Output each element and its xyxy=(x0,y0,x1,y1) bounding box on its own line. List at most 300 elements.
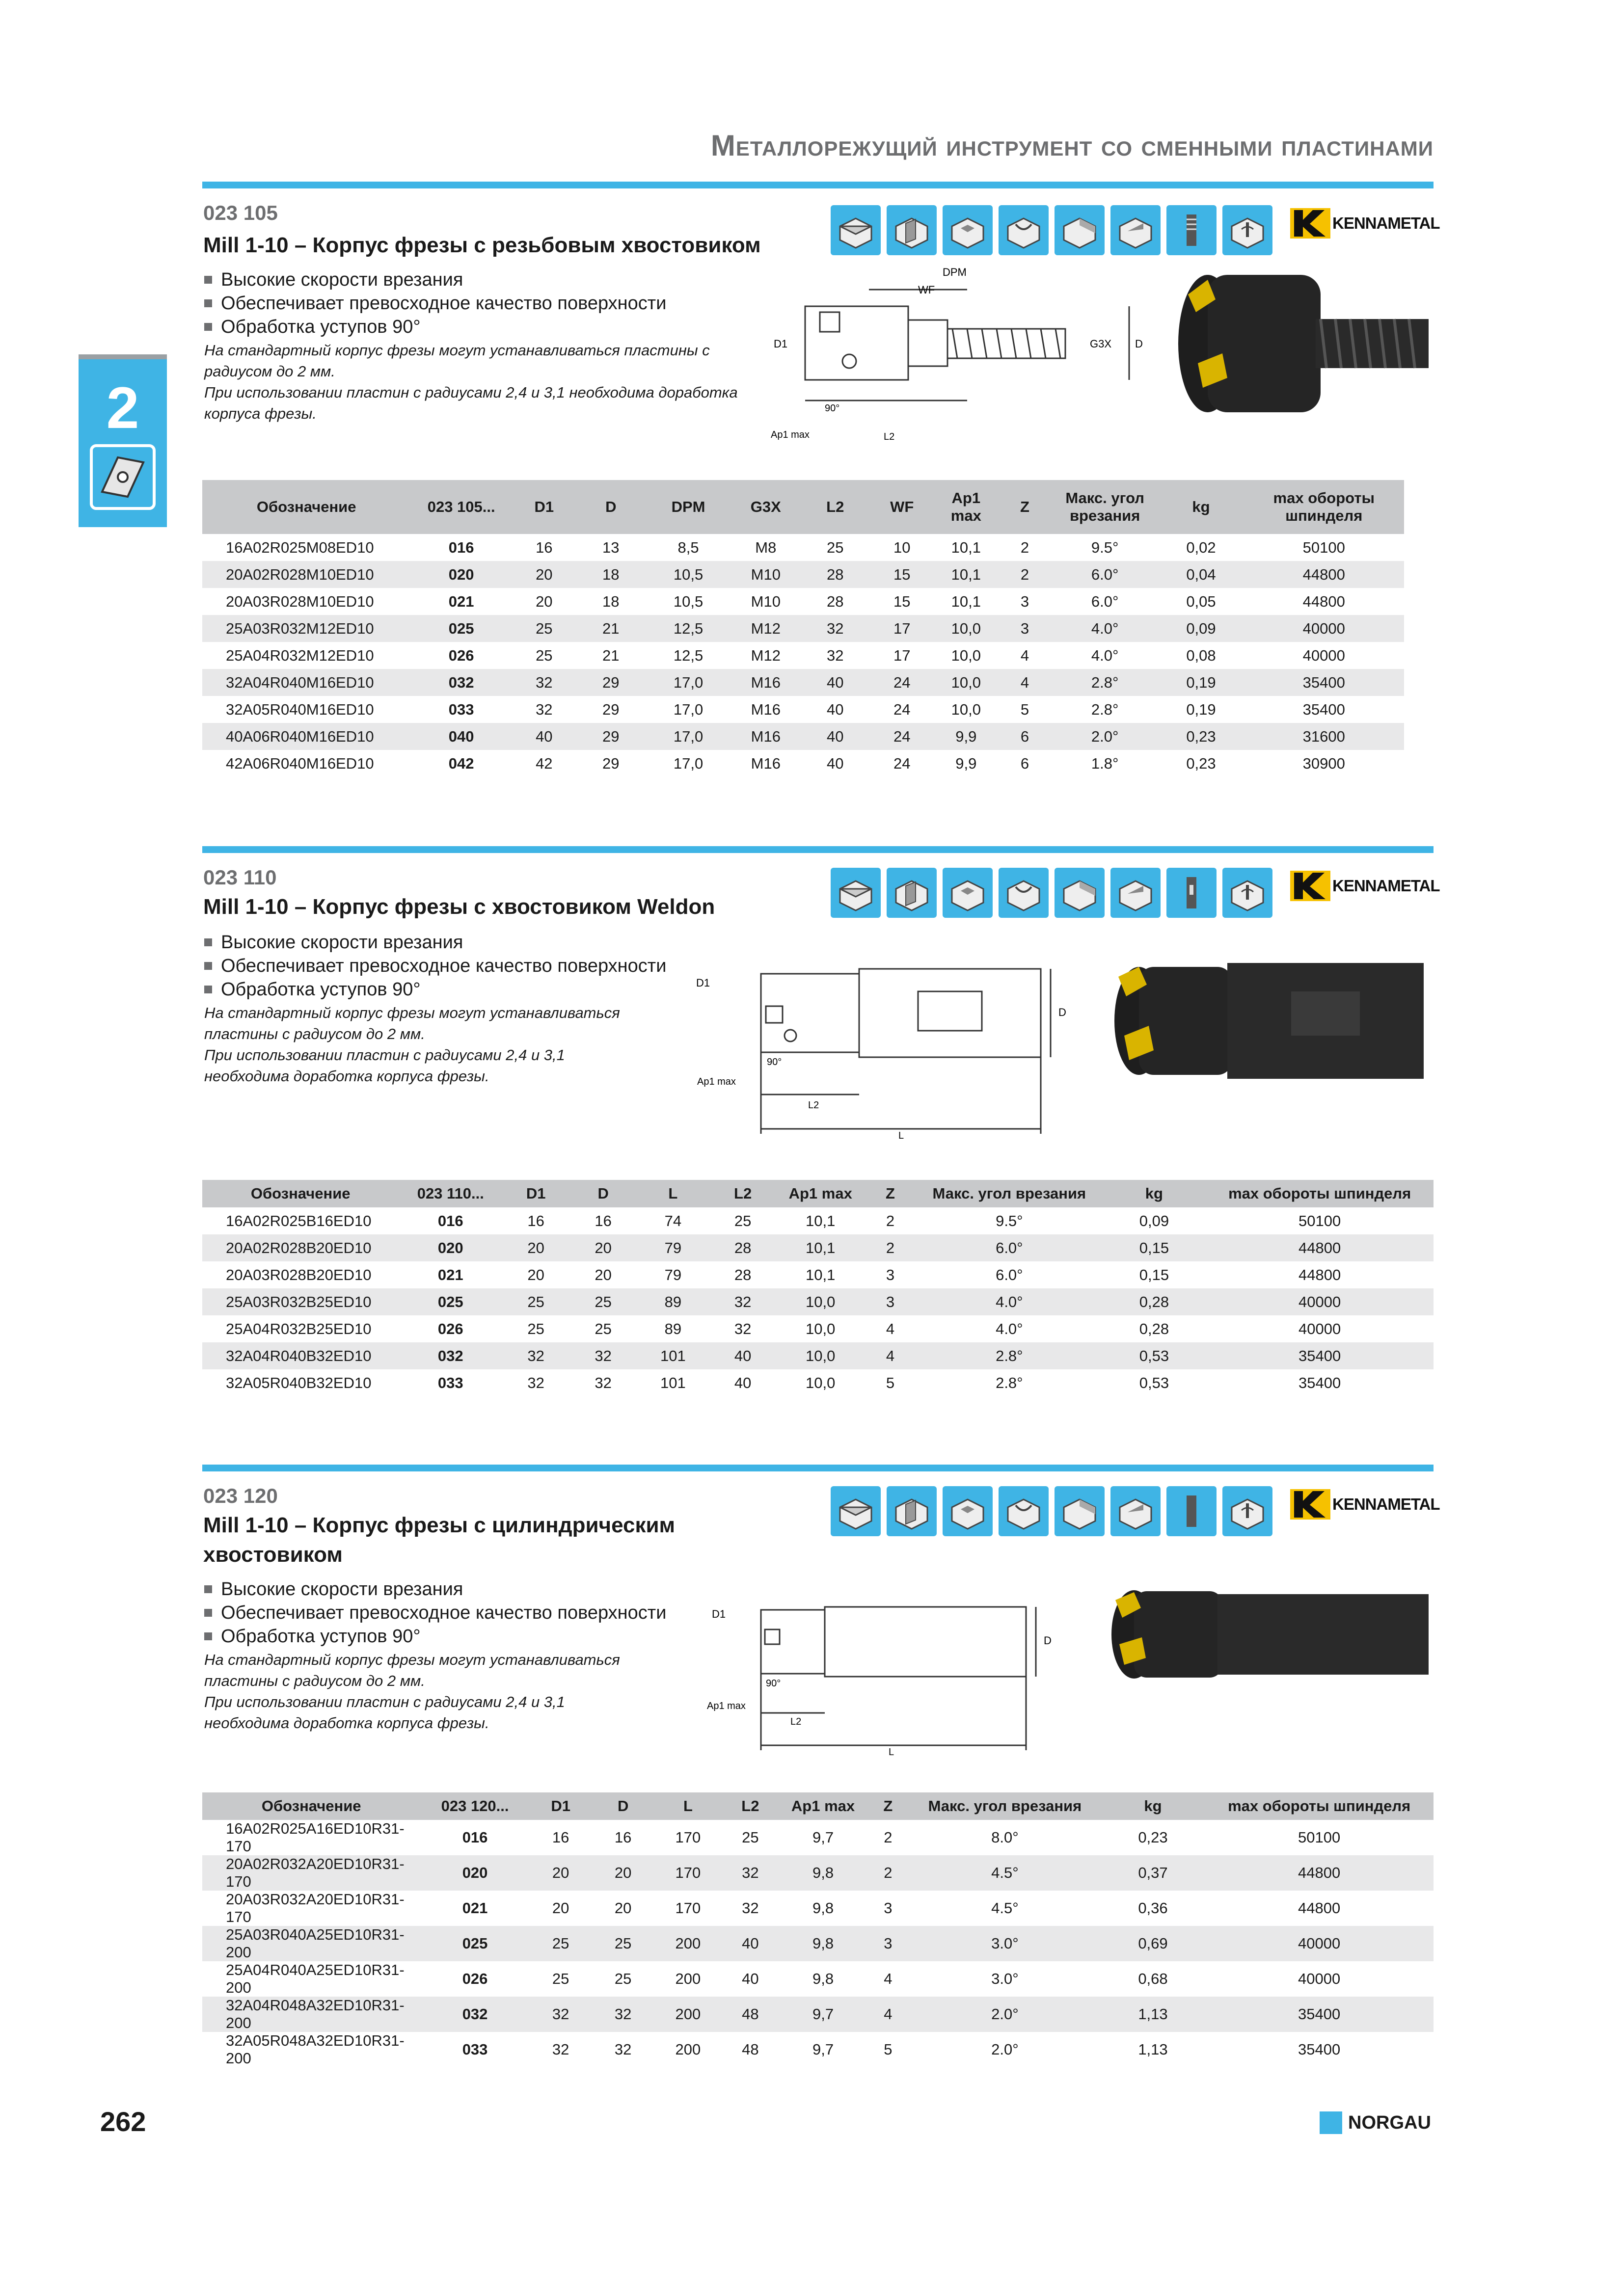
table-cell: 21 xyxy=(576,615,646,642)
table-cell: 16 xyxy=(536,538,553,556)
table-cell: 25 xyxy=(827,538,844,556)
table-cell: 42 xyxy=(536,754,553,772)
label-angle: 90° xyxy=(825,403,840,414)
table-cell: M8 xyxy=(755,538,777,556)
table-cell: 35400 xyxy=(1298,1374,1341,1391)
chapter-tab xyxy=(79,354,167,527)
order-code-cell: 021 xyxy=(448,592,474,610)
feature-item: Обеспечивает превосходное качество поверхности xyxy=(204,292,666,315)
order-code-cell: 021 xyxy=(437,1266,463,1283)
slotting-icon xyxy=(887,1486,937,1536)
table-cell: 0,19 xyxy=(1158,669,1244,696)
table-row xyxy=(202,1315,1434,1342)
designation-cell: 25A03R032M12ED10 xyxy=(202,615,410,642)
table-cell: 9,7 xyxy=(812,1829,834,1846)
table-cell: 3 xyxy=(998,615,1052,642)
table-cell: 4.0° xyxy=(1091,646,1119,664)
label-l2: L2 xyxy=(790,1716,802,1727)
table-row xyxy=(202,561,1404,588)
shoulder-milling-icon xyxy=(1055,1486,1105,1536)
table-cell: M16 xyxy=(751,754,781,772)
table-cell: 0,02 xyxy=(1186,538,1216,556)
table-cell: 29 xyxy=(602,700,620,718)
table-cell: 10,5 xyxy=(673,592,703,610)
col-header: Ap1 max xyxy=(934,480,999,534)
table-cell: 4.0° xyxy=(996,1320,1023,1337)
designation-cell: 16A02R025B16ED10 xyxy=(226,1212,372,1229)
feature-item: Обработка уступов 90° xyxy=(204,315,666,339)
slotting-icon xyxy=(887,205,937,255)
designation-cell: 25A03R040A25ED10R31-200 xyxy=(202,1926,420,1961)
table-cell: 6.0° xyxy=(996,1266,1023,1283)
table-cell: 32 xyxy=(552,2041,569,2058)
order-code-cell: 025 xyxy=(399,1288,502,1315)
table-cell: 2 xyxy=(1020,538,1029,556)
table-cell: 6.0° xyxy=(916,1234,1102,1261)
col-header: L xyxy=(637,1180,709,1207)
feature-item: Высокие скорости врезания xyxy=(204,931,666,954)
table-cell: 2.8° xyxy=(1052,669,1159,696)
table-cell: 2 xyxy=(886,1212,895,1229)
label-ap1max: Ap1 max xyxy=(707,1701,746,1711)
table-cell: 6.0° xyxy=(1091,592,1119,610)
table-cell: 29 xyxy=(576,723,646,750)
label-d: D xyxy=(1058,1006,1066,1018)
table-cell: 4.0° xyxy=(916,1288,1102,1315)
table-cell: 48 xyxy=(742,2041,759,2058)
designation-cell: 32A04R040M16ED10 xyxy=(202,669,410,696)
norgau-square-icon xyxy=(1320,2111,1342,2134)
table-row xyxy=(202,1820,1434,1855)
table-cell: 25 xyxy=(512,615,576,642)
table-cell: 10,1 xyxy=(951,538,981,556)
col-header: Макс. угол врезания xyxy=(909,1792,1101,1820)
table-cell: 10,0 xyxy=(934,615,999,642)
table-cell: 1,13 xyxy=(1138,2041,1168,2058)
table-cell: 0,69 xyxy=(1101,1926,1205,1961)
table-cell: 10,1 xyxy=(934,561,999,588)
table-cell: 0,23 xyxy=(1158,723,1244,750)
col-header: Обозначение xyxy=(202,1792,420,1820)
table-cell: 0,53 xyxy=(1103,1342,1206,1369)
table-cell: 13 xyxy=(602,538,620,556)
designation-cell: 25A04R040A25ED10R31-200 xyxy=(226,1961,405,1996)
table-cell: M10 xyxy=(751,592,781,610)
table-cell: 9,8 xyxy=(779,1855,867,1891)
table-cell: 17,0 xyxy=(646,723,731,750)
face-milling-icon xyxy=(831,868,881,918)
col-header: D1 xyxy=(530,1792,592,1820)
table-cell: 17 xyxy=(870,615,934,642)
pocket-milling-icon xyxy=(943,1486,993,1536)
shank-icon xyxy=(1166,1486,1217,1536)
table-cell: 40000 xyxy=(1302,646,1345,664)
table-cell: 40000 xyxy=(1298,1970,1341,1987)
table-cell: 101 xyxy=(637,1342,709,1369)
table-cell: 28 xyxy=(709,1234,777,1261)
face-milling-icon xyxy=(831,1486,881,1536)
table-cell: 35400 xyxy=(1206,1342,1434,1369)
table-cell: 5 xyxy=(1020,700,1029,718)
table-cell: 3 xyxy=(886,1266,895,1283)
table-cell: 200 xyxy=(675,1970,701,1987)
table-cell: 17 xyxy=(893,646,911,664)
ramping-icon xyxy=(1110,868,1161,918)
table-cell: 40 xyxy=(722,1926,779,1961)
col-header: G3X xyxy=(731,480,800,534)
table-cell: 40000 xyxy=(1205,1926,1434,1961)
designation-cell: 20A02R028M10ED10 xyxy=(202,561,410,588)
col-header: kg xyxy=(1101,1792,1205,1820)
table-cell: 4.0° xyxy=(1052,615,1159,642)
product-photo xyxy=(1168,265,1434,422)
table-row xyxy=(202,723,1404,750)
table-row xyxy=(202,642,1404,669)
table-cell: 0,05 xyxy=(1186,592,1216,610)
table-cell: 20 xyxy=(530,1855,592,1891)
table-cell: 10,1 xyxy=(806,1266,836,1283)
table-cell: 5 xyxy=(884,2041,893,2058)
order-code-cell: 026 xyxy=(448,646,474,664)
table-cell: 25 xyxy=(569,1288,637,1315)
table-cell: 35400 xyxy=(1244,669,1404,696)
table-cell: 0,23 xyxy=(1186,754,1216,772)
col-header: Z xyxy=(867,1792,909,1820)
table-cell: 25 xyxy=(502,1288,569,1315)
table-cell: 28 xyxy=(734,1266,752,1283)
order-code-cell: 032 xyxy=(399,1342,502,1369)
table-row xyxy=(202,1369,1434,1396)
table-cell: 25 xyxy=(527,1320,544,1337)
table-cell: 8,5 xyxy=(677,538,699,556)
table-cell: 3 xyxy=(865,1288,916,1315)
col-header: Обозначение xyxy=(202,1180,399,1207)
helical-interpolation-icon xyxy=(1222,868,1272,918)
table-row xyxy=(202,1342,1434,1369)
table-cell: 32 xyxy=(569,1342,637,1369)
table-cell: 10,0 xyxy=(777,1288,865,1315)
section-code: 023 120 xyxy=(203,1484,278,1507)
table-row xyxy=(202,615,1404,642)
table-cell: 200 xyxy=(654,1997,722,2032)
table-cell: M10 xyxy=(731,561,800,588)
usage-note: На стандартный корпус фрезы могут устанавливаться пластины с радиусом до 2 мм. При использовании пластин с радиусами 2,4 и 3,1 необходима доработка корпуса фрезы. xyxy=(204,1651,620,1732)
table-row xyxy=(202,2032,1434,2067)
table-cell: 35400 xyxy=(1205,1997,1434,2032)
table-cell: 20 xyxy=(614,1899,632,1917)
table-cell: 25 xyxy=(536,646,553,664)
table-cell: 24 xyxy=(870,723,934,750)
face-milling-icon xyxy=(831,205,881,255)
order-code-cell: 025 xyxy=(410,615,512,642)
table-cell: 18 xyxy=(602,592,620,610)
designation-cell: 20A02R028B20ED10 xyxy=(202,1234,399,1261)
col-header: max обороты шпинделя xyxy=(1244,480,1404,534)
table-cell: 5 xyxy=(886,1374,895,1391)
table-cell: 35400 xyxy=(1302,700,1345,718)
table-row xyxy=(202,1288,1434,1315)
table-cell: 40000 xyxy=(1206,1288,1434,1315)
col-header: L2 xyxy=(801,480,870,534)
table-cell: 4 xyxy=(1020,646,1029,664)
order-code-cell: 016 xyxy=(448,538,474,556)
table-cell: 8.0° xyxy=(991,1829,1019,1846)
table-cell: 32 xyxy=(527,1374,544,1391)
order-code-cell: 033 xyxy=(437,1374,463,1391)
table-cell: 32 xyxy=(742,1899,759,1917)
table-cell: 170 xyxy=(654,1855,722,1891)
table-cell: 31600 xyxy=(1244,723,1404,750)
table-cell: 44800 xyxy=(1302,592,1345,610)
ramping-icon xyxy=(1110,205,1161,255)
col-header: D1 xyxy=(512,480,576,534)
shank-icon xyxy=(1166,868,1217,918)
table-cell: 24 xyxy=(870,669,934,696)
label-l: L xyxy=(898,1130,904,1141)
table-row xyxy=(202,534,1404,561)
table-cell: 44800 xyxy=(1244,561,1404,588)
table-cell: 200 xyxy=(675,2041,701,2058)
slotting-icon xyxy=(887,868,937,918)
product-photo xyxy=(1105,957,1429,1085)
helical-interpolation-icon xyxy=(1222,205,1272,255)
table-cell: 2.0° xyxy=(991,2041,1019,2058)
table-cell: 2.8° xyxy=(916,1342,1102,1369)
table-cell: 79 xyxy=(664,1266,682,1283)
profile-milling-icon xyxy=(999,205,1049,255)
table-cell: 40000 xyxy=(1244,615,1404,642)
table-cell: 0,23 xyxy=(1138,1829,1168,1846)
table-cell: 16 xyxy=(552,1829,569,1846)
table-cell: 32 xyxy=(827,646,844,664)
designation-cell: 32A05R040M16ED10 xyxy=(226,700,374,718)
table-cell: 9,9 xyxy=(955,754,977,772)
col-header: Z xyxy=(865,1180,916,1207)
table-cell: 10,1 xyxy=(951,592,981,610)
table-cell: 16 xyxy=(595,1212,612,1229)
table-cell: 28 xyxy=(801,561,870,588)
table-cell: 17,0 xyxy=(646,669,731,696)
table-cell: 10,0 xyxy=(806,1374,836,1391)
spec-table-023110 xyxy=(202,1180,1434,1396)
label-d1: D1 xyxy=(712,1608,726,1620)
table-cell: 28 xyxy=(827,592,844,610)
page-number: 262 xyxy=(100,2106,146,2137)
spec-table-023105 xyxy=(202,480,1404,777)
order-code-cell: 032 xyxy=(420,1997,529,2032)
designation-cell: 42A06R040M16ED10 xyxy=(226,754,374,772)
pocket-milling-icon xyxy=(943,205,993,255)
usage-note: На стандартный корпус фрезы могут устанавливаться пластины с радиусом до 2 мм. При использовании пластин с радиусами 2,4 и 3,1 необходима доработка корпуса фрезы. xyxy=(204,342,738,422)
table-cell: 2 xyxy=(884,1829,893,1846)
designation-cell: 32A05R040B32ED10 xyxy=(226,1374,372,1391)
col-header: max обороты шпинделя xyxy=(1206,1180,1434,1207)
table-cell: 3.0° xyxy=(909,1926,1101,1961)
table-cell: 4.5° xyxy=(991,1899,1019,1917)
label-l2: L2 xyxy=(884,431,895,442)
table-cell: 10 xyxy=(893,538,911,556)
table-row xyxy=(202,696,1404,723)
table-cell: 32 xyxy=(536,700,553,718)
table-cell: 20 xyxy=(527,1266,544,1283)
table-cell: 40 xyxy=(827,700,844,718)
profile-milling-icon xyxy=(999,868,1049,918)
table-cell: 2.0° xyxy=(909,1997,1101,2032)
feature-item: Обеспечивает превосходное качество поверхности xyxy=(204,954,666,978)
table-cell: 40 xyxy=(742,1970,759,1987)
label-d1: D1 xyxy=(774,338,788,350)
table-cell: 32 xyxy=(595,1374,612,1391)
table-cell: 25 xyxy=(595,1320,612,1337)
pocket-milling-icon xyxy=(943,868,993,918)
spec-table-023120 xyxy=(202,1792,1434,2067)
ramping-icon xyxy=(1110,1486,1161,1536)
table-cell: M12 xyxy=(731,615,800,642)
table-cell: 32 xyxy=(592,1997,654,2032)
section-code: 023 110 xyxy=(203,866,277,889)
table-cell: 15 xyxy=(870,561,934,588)
label-l2: L2 xyxy=(808,1100,819,1111)
table-cell: 6 xyxy=(1020,754,1029,772)
table-cell: 40 xyxy=(734,1374,752,1391)
table-cell: 4 xyxy=(884,1970,893,1987)
label-angle: 90° xyxy=(767,1057,782,1068)
table-row xyxy=(202,750,1404,777)
table-cell: 0,28 xyxy=(1103,1288,1206,1315)
chapter-tab-topbar xyxy=(79,354,167,359)
designation-cell: 32A04R040B32ED10 xyxy=(202,1342,399,1369)
table-cell: 10,1 xyxy=(806,1212,836,1229)
table-cell: 50100 xyxy=(1302,538,1345,556)
col-header: L2 xyxy=(722,1792,779,1820)
table-row xyxy=(202,1926,1434,1961)
table-cell: 25 xyxy=(592,1926,654,1961)
order-code-cell: 026 xyxy=(462,1970,488,1987)
feature-item: Обработка уступов 90° xyxy=(204,1625,666,1648)
table-cell: 9,9 xyxy=(934,723,999,750)
table-cell: 2 xyxy=(998,561,1052,588)
col-header: WF xyxy=(870,480,934,534)
table-cell: 40 xyxy=(827,754,844,772)
col-header: kg xyxy=(1103,1180,1206,1207)
table-cell: 9,7 xyxy=(779,1997,867,2032)
feature-item: Обеспечивает превосходное качество поверхности xyxy=(204,1601,666,1625)
order-code-cell: 040 xyxy=(410,723,512,750)
designation-cell: 16A02R025A16ED10R31-170 xyxy=(226,1820,405,1855)
table-cell: 9.5° xyxy=(1091,538,1119,556)
table-cell: 2.8° xyxy=(1091,700,1119,718)
table-cell: 9.5° xyxy=(996,1212,1023,1229)
col-header: max обороты шпинделя xyxy=(1205,1792,1434,1820)
shoulder-milling-icon xyxy=(1055,205,1105,255)
norgau-logo: NORGAU xyxy=(1320,2111,1431,2134)
order-code-cell: 020 xyxy=(410,561,512,588)
order-code-cell: 033 xyxy=(462,2041,488,2058)
table-cell: 3 xyxy=(884,1899,893,1917)
application-icons xyxy=(831,1486,1272,1536)
designation-cell: 16A02R025M08ED10 xyxy=(226,538,374,556)
order-code-cell: 021 xyxy=(462,1899,488,1917)
order-code-cell: 033 xyxy=(448,700,474,718)
table-cell: 20 xyxy=(569,1234,637,1261)
section-name: Mill 1-10 – Корпус фрезы с цилиндрическим хвостовиком xyxy=(203,1513,676,1567)
feature-item: Высокие скорости врезания xyxy=(204,268,666,292)
table-cell: 89 xyxy=(637,1288,709,1315)
table-cell: 0,09 xyxy=(1158,615,1244,642)
table-row xyxy=(202,1961,1434,1997)
table-cell: 10,0 xyxy=(777,1342,865,1369)
table-cell: 20 xyxy=(502,1234,569,1261)
table-cell: 2 xyxy=(867,1855,909,1891)
section-name: Mill 1-10 – Корпус фрезы с хвостовиком Weldon xyxy=(203,895,715,919)
col-header: 023 110... xyxy=(399,1180,502,1207)
table-cell: 29 xyxy=(576,669,646,696)
table-cell: 30900 xyxy=(1302,754,1345,772)
feature-list xyxy=(204,931,666,1001)
table-cell: 21 xyxy=(602,646,620,664)
table-cell: 20 xyxy=(592,1855,654,1891)
order-code-cell: 016 xyxy=(462,1829,488,1846)
technical-drawing xyxy=(692,962,1085,1144)
chapter-number: 2 xyxy=(106,375,139,441)
section-name: Mill 1-10 – Корпус фрезы с резьбовым хвостовиком xyxy=(203,233,761,257)
table-cell: 6 xyxy=(998,723,1052,750)
table-cell: 6.0° xyxy=(1052,561,1159,588)
table-cell: 44800 xyxy=(1298,1266,1341,1283)
table-cell: 10,5 xyxy=(646,561,731,588)
table-cell: M16 xyxy=(731,723,800,750)
label-l: L xyxy=(889,1747,894,1757)
table-cell: 40000 xyxy=(1298,1320,1341,1337)
col-header: 023 105... xyxy=(410,480,512,534)
section-code: 023 105 xyxy=(203,201,278,224)
table-cell: 20 xyxy=(595,1266,612,1283)
table-row xyxy=(202,1207,1434,1234)
page-title: Металлорежущий инструмент со сменными пластинами xyxy=(710,129,1434,162)
table-row xyxy=(202,1234,1434,1261)
table-cell: 44800 xyxy=(1298,1899,1341,1917)
table-cell: 25 xyxy=(530,1926,592,1961)
col-header: Макс. угол врезания xyxy=(916,1180,1102,1207)
table-cell: 10,0 xyxy=(951,646,981,664)
table-cell: 25 xyxy=(614,1970,632,1987)
table-cell: 170 xyxy=(675,1829,701,1846)
table-cell: 9,8 xyxy=(812,1899,834,1917)
table-cell: 3 xyxy=(867,1926,909,1961)
table-cell: 0,53 xyxy=(1139,1374,1169,1391)
order-code-cell: 020 xyxy=(399,1234,502,1261)
usage-note: На стандартный корпус фрезы могут устанавливаться пластины с радиусом до 2 мм. При использовании пластин с радиусами 2,4 и 3,1 необходима доработка корпуса фрезы. xyxy=(204,1004,620,1085)
order-code-cell: 026 xyxy=(437,1320,463,1337)
table-cell: 0,04 xyxy=(1158,561,1244,588)
label-d1: D1 xyxy=(696,977,710,989)
table-cell: 2.8° xyxy=(996,1374,1023,1391)
col-header: D xyxy=(576,480,646,534)
table-cell: 32 xyxy=(502,1342,569,1369)
table-cell: 20 xyxy=(552,1899,569,1917)
table-cell: M16 xyxy=(751,700,781,718)
col-header: Ap1 max xyxy=(777,1180,865,1207)
table-cell: 79 xyxy=(637,1234,709,1261)
table-cell: 18 xyxy=(576,561,646,588)
table-cell: 9,8 xyxy=(779,1926,867,1961)
designation-cell: 20A03R028B20ED10 xyxy=(226,1266,372,1283)
technical-drawing xyxy=(766,265,1149,452)
designation-cell: 20A03R028M10ED10 xyxy=(226,592,374,610)
table-cell: 9,8 xyxy=(812,1970,834,1987)
table-cell: 200 xyxy=(654,1926,722,1961)
table-cell: 32 xyxy=(801,615,870,642)
